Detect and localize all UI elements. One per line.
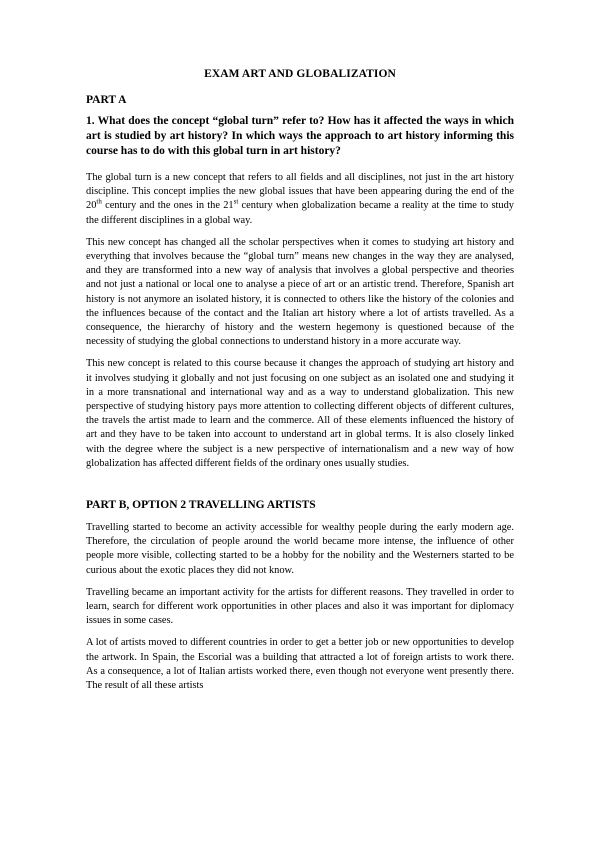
p1-text-start: The global turn is a new concept that refers to all fields and all disciplines, not just in the art history discipline. This concept implies the new global issues that have been appearing during the end of the 20 [86,172,514,212]
part-b-paragraph-2: Travelling became an important activity for the artists for different reasons. They travelled in order to learn, search for different work opportunities in other places and also it was important for diplomacy issues in some cases. [86,586,514,627]
part-b-paragraph-1: Travelling started to become an activity accessible for wealthy people during the early modern age. Therefore, the circulation of people around the world became more intense, the influence of other people more visible, collecting started to be a hobby for the nobility and the Westerners started to be curious about the exotic places they did not know. [86,522,514,576]
part-a-paragraph-2: This new concept has changed all the scholar perspectives when it comes to studying art history and everything that involves because the “global turn” means new changes in the way they are analysed, and they are transformed into a new way of analysis that involves a global perspective and theories and not just a national or local one to analyse a piece of art or an artistic trend. Therefore, Spanish art history is not anymore an isolated history, it is connected to others like the history of the colonies and the influences because of the contact and the Italian art history where a lot of artists travelled. As a consequence, the hierarchy of history and the western hegemony is questioned because of the necessity of studying the global connections to understand history in a more accurate way. [86,236,514,348]
part-b-paragraph-3: A lot of artists moved to different countries in order to get a better job or new opportunities to develop the artwork. In Spain, the Escorial was a building that attracted a lot of foreign artists to work there. As a consequence, a lot of Italian artists worked there, even though not everyone went presently there. The result of all these artists [86,637,514,692]
p1-text-mid: century and the ones in the 21 [101,200,234,212]
part-a-paragraph-1 [86,171,514,228]
part-b-heading: PART B, OPTION 2 TRAVELLING ARTISTS [86,499,316,512]
part-a-paragraph-3: This new concept is related to this course because it changes the approach of studying art history and it involves studying it globally and not just focusing on one subject as an isolated one and studying it in a more transnational and international way and as a way to understand globalization. This new perspective of studying history pays more attention to collecting different objects of different cultures, the travels the artist made to learn and the commerce. All of these elements influenced the history of art and they have to be taken into account to understand art in global terms. It is also closely linked with the degree where the subject is a new perspective of internationalism and a new way of how globalization has affected different fields of the ordinary ones usually studies. [86,358,514,469]
document-title: EXAM ART AND GLOBALIZATION [204,68,396,80]
p1-superscript-st: st [233,197,239,206]
question-1: 1. What does the concept “global turn” refer to? How has it affected the ways in which art is studied by art history? In which ways the approach to art history informing this course has to do with this global turn in art history? [86,115,514,157]
p1-text-end: century when globalization became a reality at the time to study the different disciplines in a global way. [86,200,514,226]
part-a-heading: PART A [86,94,127,106]
p1-superscript-th: th [96,197,102,206]
